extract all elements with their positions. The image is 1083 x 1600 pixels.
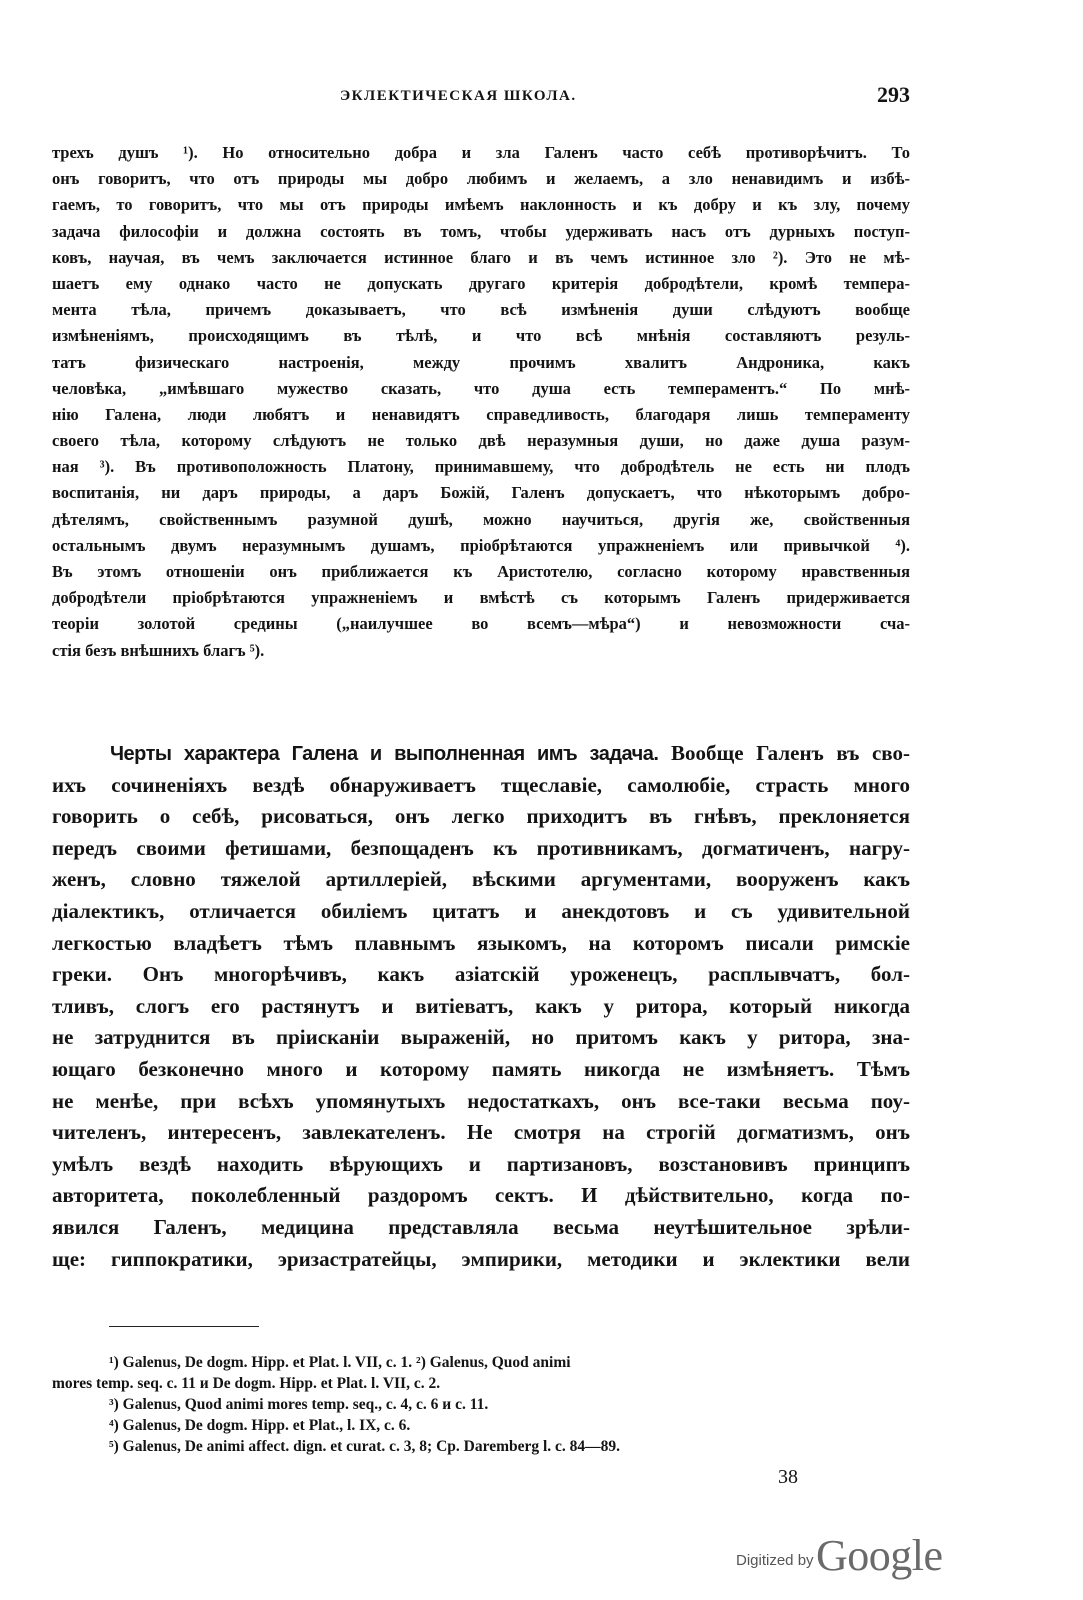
text-line: трехъ душъ ¹). Но относительно добра и зла Галенъ часто себѣ противорѣчитъ. То: [52, 143, 910, 162]
page-header: [52, 82, 910, 112]
text-line: шаетъ ему однако часто не допускать другаго критерія добродѣтели, кромѣ темпера-: [52, 273, 910, 293]
footnote-line: ⁴) Galenus, De dogm. Hipp. et Plat., l. IX, c. 6.: [109, 1417, 411, 1434]
text-line: онъ говоритъ, что отъ природы мы добро любимъ и желаемъ, а зло ненавидимъ и избѣ-: [52, 169, 910, 189]
text-line: ющаго безконечно много и которому память никогда не измѣняетъ. Тѣмъ: [52, 1056, 910, 1081]
footnote-rule: [109, 1326, 259, 1327]
text-line: измѣненіямъ, происходящимъ въ тѣлѣ, и что всѣ мнѣнія составляютъ резуль-: [52, 326, 910, 346]
text-line: ная ³). Въ противоположность Платону, принимавшему, что добродѣтель не есть ни плодъ: [52, 457, 910, 477]
text-line: гаемъ, то говоритъ, что мы отъ природы имѣемъ наклонность и къ добру и къ злу, почему: [52, 195, 910, 215]
digitized-by-watermark: [736, 1530, 1076, 1590]
text-line: теоріи золотой средины („наилучшее во всемъ—мѣра“) и невозможности сча-: [52, 614, 910, 634]
signature-mark: 38: [778, 1466, 798, 1488]
text-run: Вообще Галенъ въ сво-: [658, 741, 910, 765]
text-line: воспитанія, ни даръ природы, а даръ Божій, Галенъ допускаетъ, что нѣкоторымъ добро-: [52, 483, 910, 503]
text-line: ще: гиппократики, эризастратейцы, эмпирики, методики и эклектики вели: [52, 1246, 910, 1271]
paragraph-large-type: [52, 738, 910, 1275]
text-line: татъ физическаго настроенія, между прочимъ хвалитъ Андроника, какъ: [52, 352, 910, 372]
text-line: дѣтелямъ, свойственнымъ разумной душѣ, можно научиться, другія же, свойственныя: [52, 509, 910, 529]
text-line: авторитета, поколебленный раздоромъ сектъ. И дѣйствительно, когда по-: [52, 1183, 910, 1208]
paragraph-small-type: [52, 140, 910, 664]
text-line: ковъ, научая, въ чемъ заключается истинное благо и въ чемъ истинное зло ²). Это не мѣ-: [52, 247, 910, 267]
text-line: Въ этомъ отношеніи онъ приближается къ Аристотелю, согласно которому нравственныя: [52, 562, 910, 581]
text-line: добродѣтели пріобрѣтаются упражненіемъ и вмѣстѣ съ которымъ Галенъ придерживается: [52, 588, 910, 608]
text-line: человѣка, „имѣвшаго мужество сказать, что душа есть темпераментъ.“ По мнѣ-: [52, 378, 910, 398]
text-line: мента тѣла, причемъ доказываетъ, что всѣ измѣненія души слѣдуютъ вообще: [52, 300, 910, 320]
text-line: тливъ, слогъ его растянутъ и витіеватъ, какъ у ритора, который никогда: [52, 993, 910, 1018]
digitized-label: Digitized by: [736, 1552, 814, 1569]
footnote-line: ¹) Galenus, De dogm. Hipp. et Plat. l. VII, c. 1. ²) Galenus, Quod animi: [109, 1354, 571, 1371]
text-line: своего тѣла, которому слѣдуютъ не только двѣ неразумныя души, но даже душа разум-: [52, 431, 910, 451]
running-head: ЭКЛЕКТИЧЕСКАЯ ШКОЛА.: [340, 88, 577, 104]
text-line: передъ своими фетишами, безпощаденъ къ противникамъ, догматиченъ, нагру-: [52, 835, 910, 860]
text-line: говорить о себѣ, рисоваться, онъ легко приходитъ въ гнѣвъ, преклоняется: [52, 804, 910, 829]
text-line: ихъ сочиненіяхъ вездѣ обнаруживаетъ тщеславіе, самолюбіе, страсть много: [52, 772, 910, 797]
text-line: явился Галенъ, медицина представляла весьма неутѣшительное зрѣли-: [52, 1214, 910, 1239]
text-line-first: [52, 738, 910, 770]
text-line: задача философіи и должна состоять въ томъ, чтобы удерживать насъ отъ дурныхъ поступ-: [52, 221, 910, 241]
text-line: стія безъ внѣшнихъ благъ ⁵).: [52, 640, 265, 660]
text-line: чителенъ, интересенъ, завлекателенъ. Не смотря на строгій догматизмъ, онъ: [52, 1120, 910, 1145]
text-line: не менѣе, при всѣхъ упомянутыхъ недостаткахъ, онъ все-таки весьма поу-: [52, 1088, 910, 1113]
text-line: легкостью владѣетъ тѣмъ плавнымъ языкомъ, на которомъ писали римскіе: [52, 930, 910, 955]
section-heading: Черты характера Галена и выполненная имъ задача.: [110, 743, 659, 765]
text-line: нію Галена, люди любятъ и ненавидятъ справедливость, благодаря лишь темпераменту: [52, 404, 910, 424]
footnote-line: mores temp. seq. c. 11 и De dogm. Hipp. et Plat. l. VII, c. 2.: [52, 1375, 441, 1392]
text-line: греки. Онъ многорѣчивъ, какъ азіатскій уроженецъ, расплывчатъ, бол-: [52, 962, 910, 987]
page-number: 293: [877, 82, 910, 107]
text-line: умѣлъ вездѣ находить вѣрующихъ и партизановъ, возстановивъ принципъ: [52, 1151, 910, 1176]
text-line: остальнымъ двумъ неразумнымъ душамъ, пріобрѣтаются упражненіемъ или привычкой ⁴).: [52, 535, 910, 555]
footnotes: [52, 1352, 910, 1457]
text-line: не затруднится въ прiисканiи выраженій, но притомъ какъ у ритора, зна-: [52, 1025, 910, 1050]
text-line: женъ, словно тяжелой артиллеріей, вѣскими аргументами, вооруженъ какъ: [52, 867, 910, 892]
footnote-line: ³) Galenus, Quod animi mores temp. seq., c. 4, c. 6 и c. 11.: [109, 1396, 489, 1413]
text-line: діалектикъ, отличается обиліемъ цитатъ и анекдотовъ и съ удивительной: [52, 898, 910, 923]
footnote-line: ⁵) Galenus, De animi affect. dign. et curat. c. 3, 8; Cp. Daremberg l. c. 84—89.: [109, 1438, 621, 1455]
google-wordmark: Google: [816, 1531, 943, 1580]
